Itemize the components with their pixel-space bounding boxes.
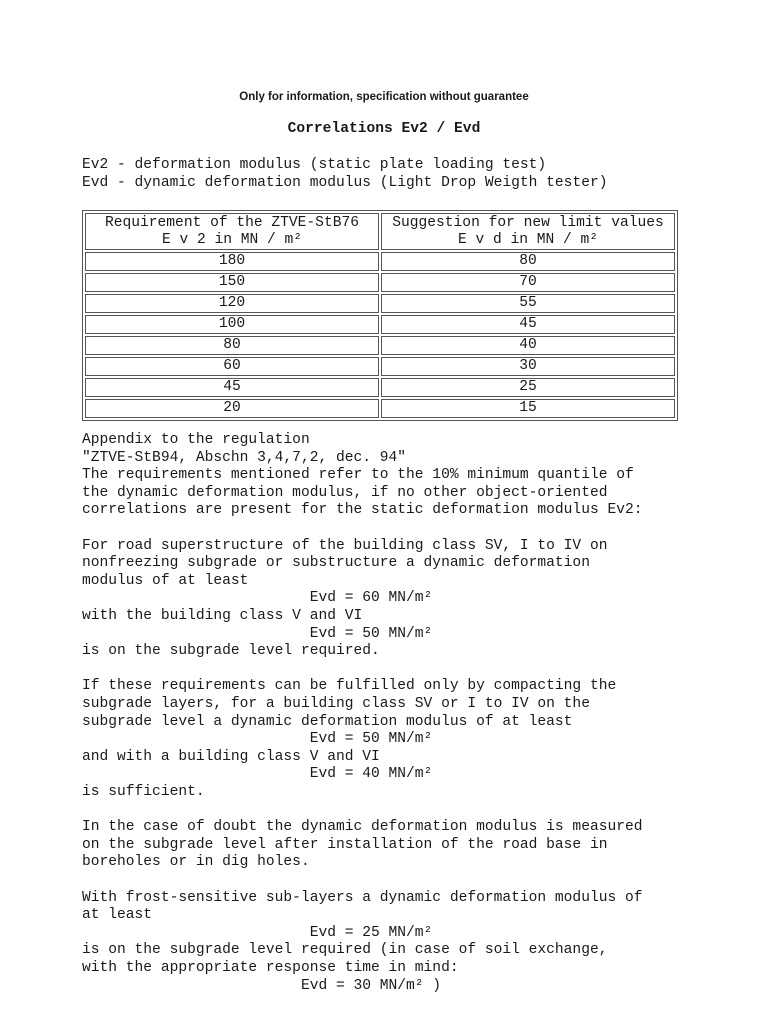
body-line: is sufficient.: [82, 784, 205, 800]
evd-value: 55: [381, 294, 675, 313]
column-header-evd-line1: Suggestion for new limit values: [392, 214, 664, 231]
column-header-ev2-line2: E v 2 in MN / m²: [161, 231, 303, 248]
body-line: If these requirements can be fulfilled only by compacting the: [82, 678, 617, 695]
evd-value: 70: [381, 273, 675, 292]
ev2-value: 80: [85, 336, 379, 355]
table-row: [85, 399, 675, 418]
body-line: The requirements mentioned refer to the 10% minimum quantile of: [82, 467, 634, 484]
body-line: For road superstructure of the building class SV, I to IV on: [82, 537, 608, 554]
ev2-value: 60: [85, 357, 379, 376]
table-row: [85, 294, 675, 313]
table-row: [85, 315, 675, 334]
body-line: Evd = 40 MN/m²: [82, 766, 433, 783]
table-row: [85, 273, 675, 292]
ev2-value: 120: [85, 294, 379, 313]
body-line: Evd = 25 MN/m²: [82, 924, 433, 941]
body-line: nonfreezing subgrade or substructure a dynamic deformation: [82, 555, 590, 572]
page-title: Correlations Ev2 / Evd: [287, 121, 481, 137]
evd-value: 45: [381, 315, 675, 334]
body-line: with the appropriate response time in mind:: [82, 960, 459, 976]
definition-ev2: Ev2 - deformation modulus (static plate loading test): [82, 157, 547, 173]
body-line: "ZTVE-StB94, Abschn 3,4,7,2, dec. 94": [82, 449, 407, 466]
ev2-value: 100: [85, 315, 379, 334]
ev2-value: 150: [85, 273, 379, 292]
body-line: With frost-sensitive sub-layers a dynamic deformation modulus of: [82, 889, 643, 906]
body-line: on the subgrade level after installation of the road base in: [82, 836, 608, 853]
table-row: [85, 336, 675, 355]
body-line: Appendix to the regulation: [82, 432, 310, 448]
column-header-evd-line2: E v d in MN / m²: [457, 231, 599, 248]
body-line: Evd = 30 MN/m² ): [82, 977, 442, 994]
body-line: the dynamic deformation modulus, if no other object-oriented: [82, 484, 608, 501]
body-line: In the case of doubt the dynamic deformation modulus is measured: [82, 819, 643, 836]
body-line: subgrade level a dynamic deformation modulus of at least: [82, 713, 573, 730]
table-row: [85, 357, 675, 376]
column-header-evd: [381, 213, 675, 250]
evd-value: 80: [381, 252, 675, 271]
correlation-table: [82, 210, 678, 421]
definition-evd: Evd - dynamic deformation modulus (Light Drop Weigth tester): [82, 175, 608, 191]
disclaimer: Only for information, specification without guarantee: [239, 91, 529, 103]
body-line: Evd = 50 MN/m²: [82, 625, 433, 642]
body-line: modulus of at least: [82, 572, 249, 589]
body-line: with the building class V and VI: [82, 608, 363, 624]
ev2-value: 45: [85, 378, 379, 397]
body-line: at least: [82, 907, 153, 924]
body-line: Evd = 50 MN/m²: [82, 731, 433, 748]
evd-value: 25: [381, 378, 675, 397]
table-header-row: [85, 213, 675, 250]
body-line: is on the subgrade level required (in case of soil exchange,: [82, 942, 608, 959]
body-line: is on the subgrade level required.: [82, 643, 380, 660]
evd-value: 40: [381, 336, 675, 355]
ev2-value: 180: [85, 252, 379, 271]
column-header-ev2: [85, 213, 379, 250]
column-header-ev2-line1: Requirement of the ZTVE-StB76: [105, 214, 359, 231]
evd-value: 30: [381, 357, 675, 376]
evd-value: 15: [381, 399, 675, 418]
ev2-value: 20: [85, 399, 379, 418]
body-line: subgrade layers, for a building class SV or I to IV on the: [82, 696, 590, 712]
body-line: correlations are present for the static deformation modulus Ev2:: [82, 502, 643, 519]
table-row: [85, 252, 675, 271]
body-line: and with a building class V and VI: [82, 748, 380, 765]
table-row: [85, 378, 675, 397]
body-line: boreholes or in dig holes.: [82, 854, 310, 871]
body-line: Evd = 60 MN/m²: [82, 590, 433, 607]
